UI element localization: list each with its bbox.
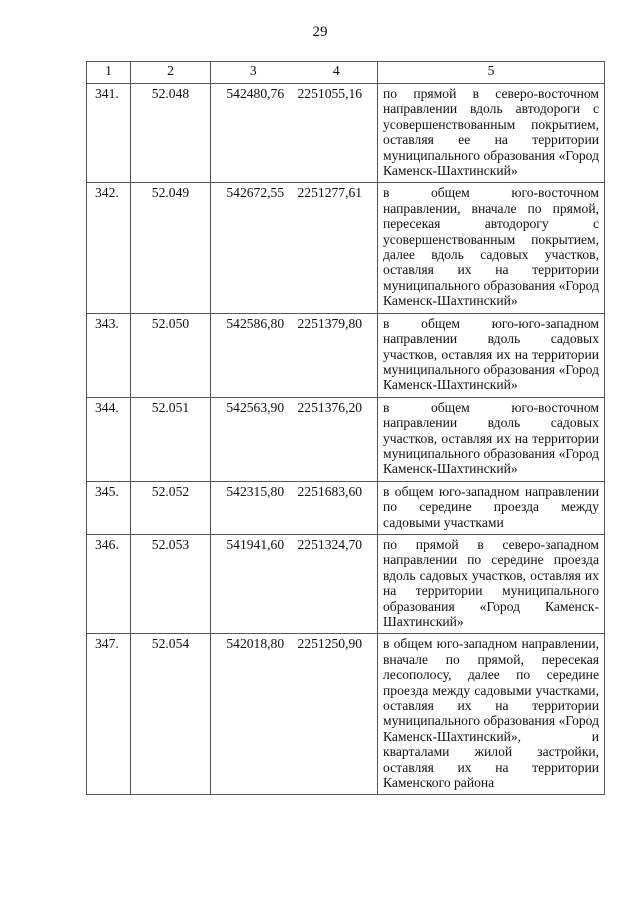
x-coordinate-cell: 542315,80 bbox=[211, 481, 296, 534]
row-number-cell: 345. bbox=[87, 481, 131, 534]
header-col-3: 3 bbox=[211, 62, 296, 84]
boundary-points-table bbox=[86, 61, 605, 795]
table-row bbox=[87, 634, 605, 795]
table-row bbox=[87, 397, 605, 481]
point-id-cell: 52.051 bbox=[131, 397, 211, 481]
page-number: 29 bbox=[312, 24, 328, 40]
boundary-description-cell: в общем юго-западном направлении, вначале по прямой, пересекая лесополосу, далее по середине проезда между садовыми участками, оставляя их на территории муниципального образования «Город Каменск-Шахтинский», и кварталами жилой застройки, оставляя их на территории Каменского района bbox=[378, 634, 605, 795]
point-id-cell: 52.050 bbox=[131, 313, 211, 397]
point-id-cell: 52.048 bbox=[131, 84, 211, 183]
point-id-cell: 52.049 bbox=[131, 183, 211, 313]
boundary-description-cell: в общем юго-восточном направлении, вначале по прямой, пересекая автодорогу с усовершенствованным покрытием, далее вдоль садовых участков, оставляя их на территории муниципального образования «Город Каменск-Шахтинский» bbox=[378, 183, 605, 313]
y-coordinate-cell: 2251324,70 bbox=[296, 534, 378, 633]
x-coordinate-cell: 542480,76 bbox=[211, 84, 296, 183]
boundary-description-cell: в общем юго-западном направлении по середине проезда между садовыми участками bbox=[378, 481, 605, 534]
table-header-row bbox=[87, 62, 605, 84]
point-id-cell: 52.054 bbox=[131, 634, 211, 795]
boundary-description-cell: в общем юго-юго-западном направлении вдоль садовых участков, оставляя их на территории муниципального образования «Город Каменск-Шахтинский» bbox=[378, 313, 605, 397]
table-row bbox=[87, 534, 605, 633]
row-number-cell: 347. bbox=[87, 634, 131, 795]
y-coordinate-cell: 2251250,90 bbox=[296, 634, 378, 795]
x-coordinate-cell: 542563,90 bbox=[211, 397, 296, 481]
y-coordinate-cell: 2251277,61 bbox=[296, 183, 378, 313]
header-col-2: 2 bbox=[131, 62, 211, 84]
y-coordinate-cell: 2251376,20 bbox=[296, 397, 378, 481]
table-row bbox=[87, 481, 605, 534]
row-number-cell: 346. bbox=[87, 534, 131, 633]
table-row bbox=[87, 183, 605, 313]
row-number-cell: 343. bbox=[87, 313, 131, 397]
row-number-cell: 342. bbox=[87, 183, 131, 313]
y-coordinate-cell: 2251683,60 bbox=[296, 481, 378, 534]
boundary-description-cell: по прямой в северо-восточном направлении вдоль автодороги с усовершенствованным покрытием, оставляя ее на территории муниципального образования «Город Каменск-Шахтинский» bbox=[378, 84, 605, 183]
x-coordinate-cell: 541941,60 bbox=[211, 534, 296, 633]
table-row bbox=[87, 84, 605, 183]
table-row bbox=[87, 313, 605, 397]
header-col-4: 4 bbox=[296, 62, 378, 84]
x-coordinate-cell: 542672,55 bbox=[211, 183, 296, 313]
point-id-cell: 52.052 bbox=[131, 481, 211, 534]
point-id-cell: 52.053 bbox=[131, 534, 211, 633]
row-number-cell: 344. bbox=[87, 397, 131, 481]
boundary-description-cell: в общем юго-восточном направлении вдоль садовых участков, оставляя их на территории муниципального образования «Город Каменск-Шахтинский» bbox=[378, 397, 605, 481]
boundary-description-cell: по прямой в северо-западном направлении по середине проезда вдоль садовых участков, оставляя их на территории муниципального образования «Город Каменск-Шахтинский» bbox=[378, 534, 605, 633]
x-coordinate-cell: 542018,80 bbox=[211, 634, 296, 795]
header-col-1: 1 bbox=[87, 62, 131, 84]
y-coordinate-cell: 2251055,16 bbox=[296, 84, 378, 183]
y-coordinate-cell: 2251379,80 bbox=[296, 313, 378, 397]
x-coordinate-cell: 542586,80 bbox=[211, 313, 296, 397]
header-col-5: 5 bbox=[378, 62, 605, 84]
row-number-cell: 341. bbox=[87, 84, 131, 183]
